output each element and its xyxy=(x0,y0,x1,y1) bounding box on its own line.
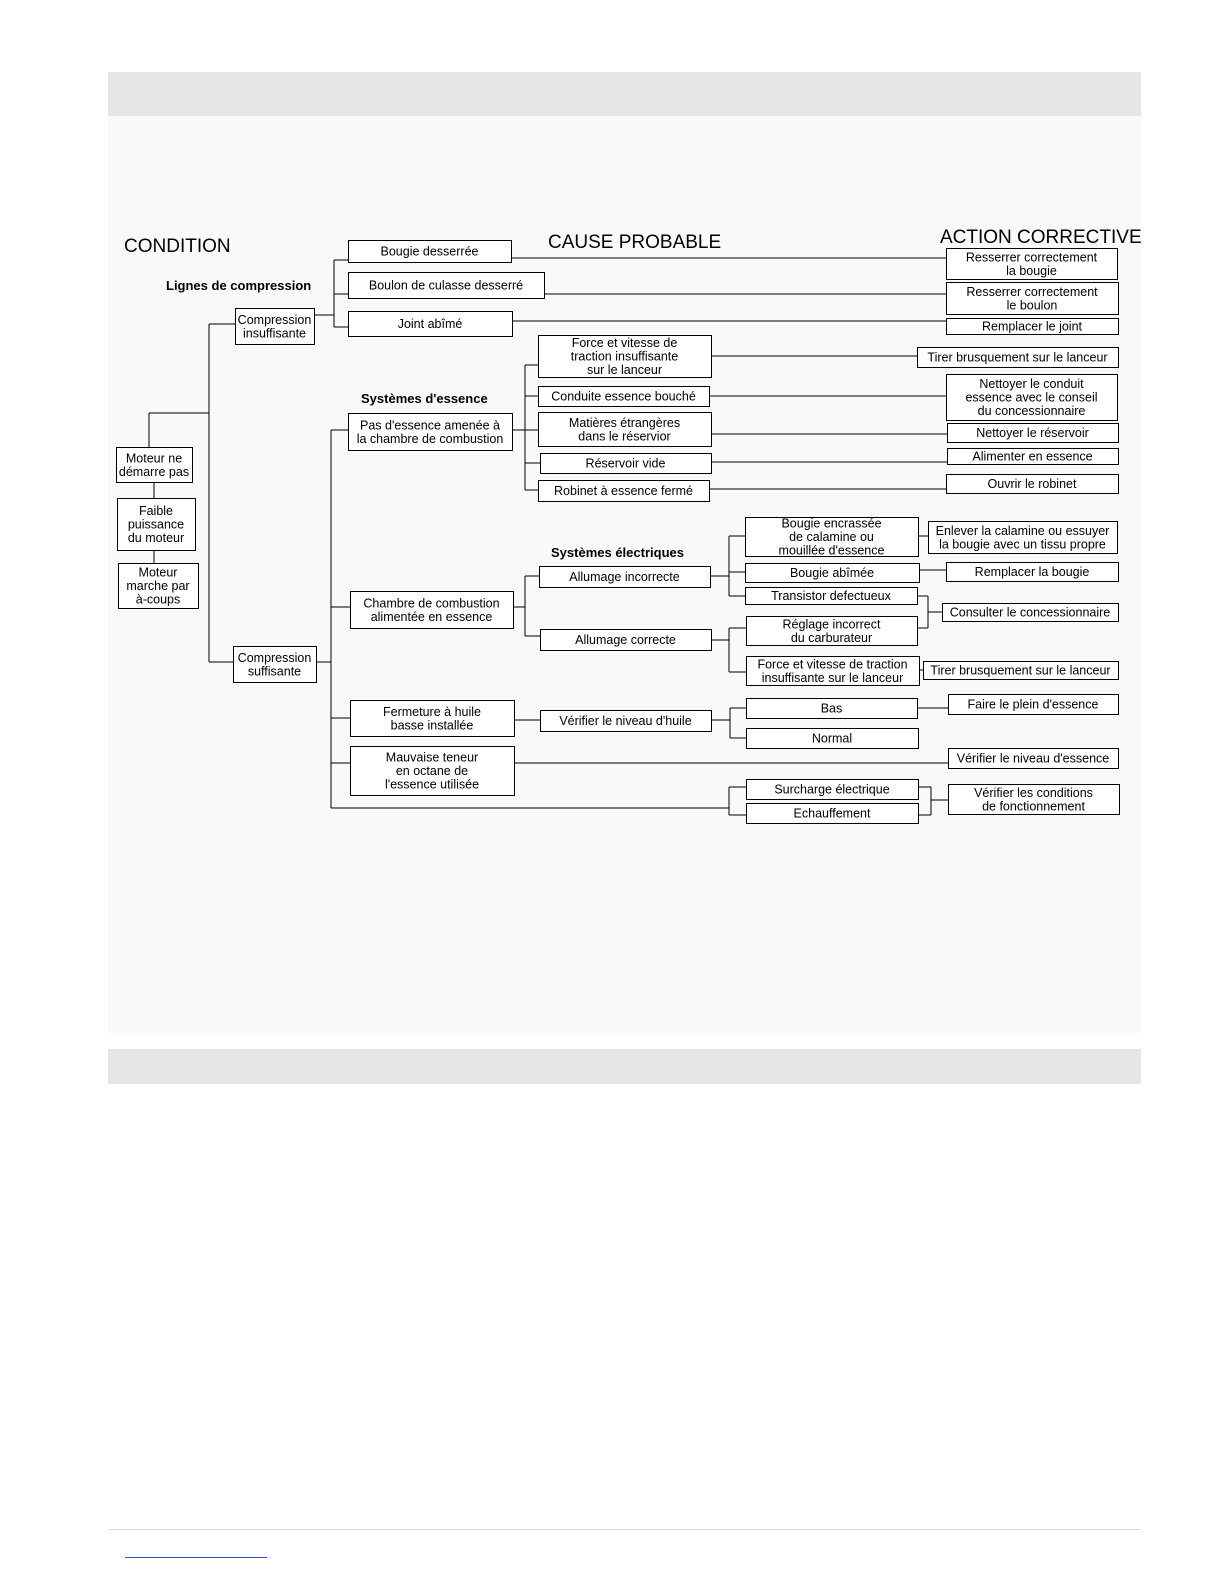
cause-box-spark-plug-loose-label-line: Bougie desserrée xyxy=(380,244,479,259)
cause-box-carburetor xyxy=(747,617,918,646)
action-box-pull-starter-2-label-line: Tirer brusquement sur le lanceur xyxy=(930,663,1111,678)
cause-box-chamber-fueled xyxy=(351,592,514,629)
action-box-tighten-plug xyxy=(947,249,1118,280)
cause-box-pull-force-2-label-line: Force et vitesse de traction xyxy=(757,657,908,672)
cause-box-oil-shutoff-label-line: basse installée xyxy=(390,718,474,733)
action-box-replace-plug xyxy=(947,563,1119,582)
cause-box-foreign-matter xyxy=(539,413,712,447)
cause-box-octane-label-line: Mauvaise teneur xyxy=(385,750,479,765)
cause-box-transistor-defective xyxy=(746,588,918,605)
cause-box-ignition-incorrect xyxy=(540,567,711,588)
cause-box-fuel-valve-closed-label-line: Robinet à essence fermé xyxy=(554,484,693,498)
action-box-clean-fuel-line-label-line: Nettoyer le conduit xyxy=(979,377,1084,391)
action-box-fill-fuel-label-line: Faire le plein d'essence xyxy=(967,697,1099,712)
condition-box-low-power-label-line: puissance xyxy=(127,517,185,532)
action-box-add-fuel xyxy=(948,449,1119,465)
cause-box-fuel-line-blocked xyxy=(539,387,710,407)
cause-box-pull-force-2-label-line: insuffisante sur le lanceur xyxy=(761,670,904,685)
header-cause: CAUSE PROBABLE xyxy=(548,232,722,253)
cause-box-head-bolt-loose xyxy=(349,273,545,299)
branch-box-compression-insufficient-label-line: insuffisante xyxy=(242,326,307,341)
action-box-check-operating-conditions xyxy=(949,785,1120,815)
action-box-check-operating-conditions-label-line: Vérifier les conditions xyxy=(974,785,1093,800)
action-box-replace-plug-label-line: Remplacer la bougie xyxy=(974,565,1090,579)
diagram-boxes xyxy=(117,241,1120,824)
branch-box-compression-insufficient-label-line: Compression xyxy=(237,312,312,327)
cause-box-octane-label-line: l'essence utilisée xyxy=(384,777,480,792)
cause-box-plug-damaged xyxy=(746,564,920,583)
condition-box-no-start xyxy=(117,448,193,483)
condition-box-low-power-label-line: du moteur xyxy=(127,531,185,545)
cause-box-fuel-valve-closed xyxy=(539,481,710,502)
cause-box-pull-force-2 xyxy=(747,657,920,686)
action-box-pull-starter-label-line: Tirer brusquement sur le lanceur xyxy=(927,350,1108,365)
cause-box-gasket-damaged-label-line: Joint abîmé xyxy=(397,317,463,331)
cause-box-chamber-fueled-label-line: alimentée en essence xyxy=(370,609,493,624)
cause-box-plug-fouled-label-line: mouillée d'essence xyxy=(778,543,885,558)
action-box-fill-fuel xyxy=(949,695,1119,715)
cause-box-foreign-matter-label-line: dans le réservior xyxy=(578,429,671,444)
header-condition: CONDITION xyxy=(124,236,231,257)
action-box-pull-starter xyxy=(918,348,1119,368)
branch-box-compression-sufficient xyxy=(234,647,317,683)
cause-box-tank-empty-label-line: Réservoir vide xyxy=(585,456,666,471)
cause-box-ignition-correct xyxy=(541,630,712,651)
branch-box-compression-sufficient-label-line: suffisante xyxy=(247,664,302,679)
action-box-tighten-plug-label-line: Resserrer correctement xyxy=(965,250,1098,265)
branch-box-compression-insufficient xyxy=(236,309,315,345)
cause-box-oil-normal xyxy=(747,729,919,749)
action-box-tighten-plug-label-line: la bougie xyxy=(1006,263,1057,278)
action-box-tighten-bolt-label-line: Resserrer correctement xyxy=(966,284,1098,299)
action-box-clean-tank-label-line: Nettoyer le réservoir xyxy=(976,426,1089,440)
action-box-consult-dealer-label-line: Consulter le concessionnaire xyxy=(949,605,1111,620)
condition-box-no-start-label-line: démarre pas xyxy=(118,464,190,479)
cause-box-fuel-line-blocked-label-line: Conduite essence bouché xyxy=(551,389,696,404)
cause-box-pull-force xyxy=(539,336,712,378)
condition-box-low-power-label-line: Faible xyxy=(138,504,174,518)
cause-box-electrical-overload xyxy=(747,780,919,800)
condition-box-no-start-label-line: Moteur ne xyxy=(125,451,183,466)
cause-box-gasket-damaged xyxy=(349,312,513,337)
group-label-fuel: Systèmes d'essence xyxy=(361,391,488,406)
condition-box-jerky-label-line: Moteur xyxy=(138,565,178,580)
cause-box-check-oil-level xyxy=(541,711,712,732)
cause-box-chamber-fueled-label-line: Chambre de combustion xyxy=(363,596,500,611)
condition-box-jerky-label-line: à-coups xyxy=(135,592,181,607)
cause-box-plug-fouled xyxy=(746,517,919,558)
cause-box-oil-normal-label-line: Normal xyxy=(811,731,853,746)
cause-box-pull-force-label-line: Force et vitesse de xyxy=(571,336,678,350)
cause-box-plug-damaged-label-line: Bougie abîmée xyxy=(789,566,875,580)
action-box-clean-fuel-line xyxy=(947,375,1118,421)
condition-box-jerky xyxy=(119,564,199,609)
cause-box-oil-low-label-line: Bas xyxy=(820,701,843,716)
group-label-electrical: Systèmes électriques xyxy=(551,545,684,560)
action-box-replace-gasket-label-line: Remplacer le joint xyxy=(981,319,1083,334)
branch-box-compression-sufficient-label-line: Compression xyxy=(237,650,312,665)
cause-box-foreign-matter-label-line: Matières étrangères xyxy=(568,415,681,430)
condition-box-low-power xyxy=(118,499,196,551)
header-action: ACTION CORRECTIVE xyxy=(940,227,1142,248)
cause-box-octane-label-line: en octane de xyxy=(395,764,469,778)
cause-box-ignition-correct-label-line: Allumage correcte xyxy=(575,633,676,647)
group-label-compression: Lignes de compression xyxy=(166,278,312,293)
cause-box-tank-empty xyxy=(541,454,712,474)
cause-box-electrical-overload-label-line: Surcharge électrique xyxy=(774,782,890,797)
action-box-clean-plug-label-line: la bougie avec un tissu propre xyxy=(939,537,1106,552)
action-box-pull-starter-2 xyxy=(924,662,1119,680)
action-box-check-fuel-level-label-line: Vérifier le niveau d'essence xyxy=(956,751,1110,766)
cause-box-carburetor-label-line: Réglage incorrect xyxy=(782,617,881,632)
cause-box-pull-force-label-line: traction insuffisante xyxy=(570,349,679,364)
action-box-replace-gasket xyxy=(947,319,1119,335)
cause-box-octane xyxy=(351,747,515,796)
action-box-add-fuel-label-line: Alimenter en essence xyxy=(972,449,1093,464)
action-box-clean-plug xyxy=(929,522,1118,554)
action-box-open-valve-label-line: Ouvrir le robinet xyxy=(987,477,1077,491)
action-box-clean-tank xyxy=(948,424,1119,443)
cause-box-overheating-label-line: Echauffement xyxy=(793,806,871,821)
action-box-tighten-bolt-label-line: le boulon xyxy=(1006,298,1058,313)
cause-box-head-bolt-loose-label-line: Boulon de culasse desserré xyxy=(368,278,524,293)
action-box-clean-fuel-line-label-line: du concessionnaire xyxy=(977,404,1086,418)
action-box-tighten-bolt xyxy=(947,283,1119,315)
condition-box-jerky-label-line: marche par xyxy=(126,579,190,593)
action-box-clean-plug-label-line: Enlever la calamine ou essuyer xyxy=(935,523,1110,538)
cause-box-plug-fouled-label-line: Bougie encrassée xyxy=(781,516,882,531)
cause-box-no-fuel-label-line: Pas d'essence amenée à xyxy=(360,418,500,433)
cause-box-ignition-incorrect-label-line: Allumage incorrecte xyxy=(569,570,680,584)
action-box-clean-fuel-line-label-line: essence avec le conseil xyxy=(965,390,1098,405)
cause-box-spark-plug-loose xyxy=(349,241,512,263)
cause-box-no-fuel xyxy=(349,414,513,451)
cause-box-no-fuel-label-line: la chambre de combustion xyxy=(356,431,504,446)
cause-box-check-oil-level-label-line: Vérifier le niveau d'huile xyxy=(559,714,692,728)
action-box-consult-dealer xyxy=(943,604,1119,622)
cause-box-oil-shutoff-label-line: Fermeture à huile xyxy=(383,704,481,719)
action-box-open-valve xyxy=(947,475,1119,494)
cause-box-plug-fouled-label-line: de calamine ou xyxy=(789,530,874,544)
cause-box-transistor-defective-label-line: Transistor defectueux xyxy=(771,589,891,603)
cause-box-oil-shutoff xyxy=(351,701,515,737)
cause-box-pull-force-label-line: sur le lanceur xyxy=(586,363,663,377)
cause-box-carburetor-label-line: du carburateur xyxy=(790,630,873,645)
cause-box-oil-low xyxy=(747,699,918,719)
cause-box-overheating xyxy=(747,804,919,824)
action-box-check-fuel-level xyxy=(949,749,1119,769)
action-box-check-operating-conditions-label-line: de fonctionnement xyxy=(982,799,1085,814)
